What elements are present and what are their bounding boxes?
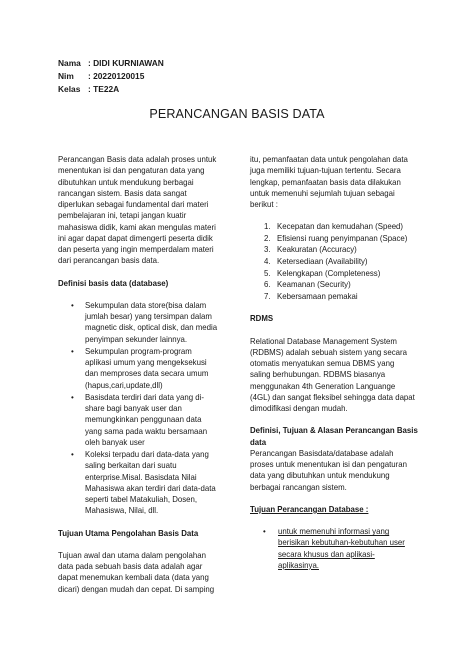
left-column — [58, 154, 226, 595]
rdms-paragraph: Relational Database Management System (RDBMS) adalah sebuah sistem yang secara otomatis menyatukan semua DBMS yang saling berhubungan. RDBMS biasanya menggunakan 4th Generation Languange (4GL) dan sangat fleksibel sehingga data dapat dimodifikasi dengan mudah. — [250, 336, 415, 414]
list-item: • untuk memenuhi informasi yang berisikan kebutuhan-kebutuhan user secara khusus dan aplikasi- aplikasinya. — [250, 526, 422, 571]
info-row-class: Kelas : TE22A — [58, 84, 120, 94]
tujuan-perancangan-list — [250, 526, 422, 571]
list-item: 6. Keamanan (Security) — [264, 280, 351, 290]
list-item: 5. Kelengkapan (Completeness) — [264, 268, 381, 278]
definisi-tujuan-heading: Definisi, Tujuan & Alasan Perancangan Basis data — [250, 426, 418, 447]
tujuan-numbered-list — [250, 221, 422, 302]
continued-paragraph: itu, pemanfaatan data untuk pengolahan data juga memiliki tujuan-tujuan tertentu. Secara lengkap, pemanfaatan basis data dilakukan untuk memenuhi sejumlah tujuan sebagai berikut : — [250, 155, 408, 209]
rdms-heading: RDMS — [250, 314, 274, 324]
intro-paragraph: Perancangan Basis data adalah proses untuk menentukan isi dan pengaturan data yang dibutuhkan untuk mendukung berbagai rancangan sistem. Basis data sangat diperlukan sebagai fundamental dari materi pembelajaran ini, tetapi jangan kuatir mahasiswa didik, kami akan mengulas materi ini agar dapat dapat dimengerti peserta didik dan peserta yang ingin memperdalam materi dari perancangan basis data. — [58, 155, 217, 266]
right-column — [250, 154, 422, 571]
definisi-list — [58, 300, 226, 517]
info-row-nim: Nim : 20220120015 — [58, 71, 145, 81]
list-item: 2. Efisiensi ruang penyimpanan (Space) — [264, 233, 408, 243]
list-item: • Sekumpulan program-program aplikasi umum yang mengeksekusi dan memproses data secara umum (hapus,cari,update,dll) — [58, 346, 226, 391]
list-item: • Sekumpulan data store(bisa dalam jumlah besar) yang tersimpan dalam magnetic disk, optical disk, dan media penyimpan sekunder lainnya. — [58, 300, 226, 345]
info-row-name: Nama : DIDI KURNIAWAN — [58, 58, 164, 68]
list-item: 7. Kebersamaan pemakai — [264, 291, 358, 301]
list-item: • Koleksi terpadu dari data-data yang saling berkaitan dari suatu enterprise.Misal. Basisdata Nilai Mahasiswa akan terdiri dari data-data seperti tabel Matakuliah, Dosen, Mahasiswa, Nilai, dll. — [58, 449, 226, 517]
definisi-tujuan-paragraph: Perancangan Basisdata/database adalah proses untuk menentukan isi dan pengaturan data yang dibutuhkan untuk mendukung berbagai rancangan sistem. — [250, 448, 407, 492]
student-info — [58, 57, 164, 96]
tujuan-utama-paragraph: Tujuan awal dan utama dalam pengolahan data pada sebuah basis data adalah agar dapat menemukan kembali data (data yang dicari) dengan mudah dan cepat. Di samping — [58, 550, 215, 594]
list-item: • Basisdata terdiri dari data yang di- share bagi banyak user dan memungkinkan penggunaan data yang sama pada waktu bersamaan oleh banyak user — [58, 392, 226, 448]
list-item: 4. Ketersediaan (Availability) — [264, 257, 368, 267]
page-title: PERANCANGAN BASIS DATA — [149, 107, 325, 121]
list-item: 1. Kecepatan dan kemudahan (Speed) — [264, 222, 404, 232]
list-item: 3. Keakuratan (Accuracy) — [264, 245, 357, 255]
tujuan-perancangan-heading: Tujuan Perancangan Database : — [250, 504, 369, 514]
definisi-heading: Definisi basis data (database) — [58, 278, 169, 288]
tujuan-utama-heading: Tujuan Utama Pengolahan Basis Data — [58, 528, 199, 538]
